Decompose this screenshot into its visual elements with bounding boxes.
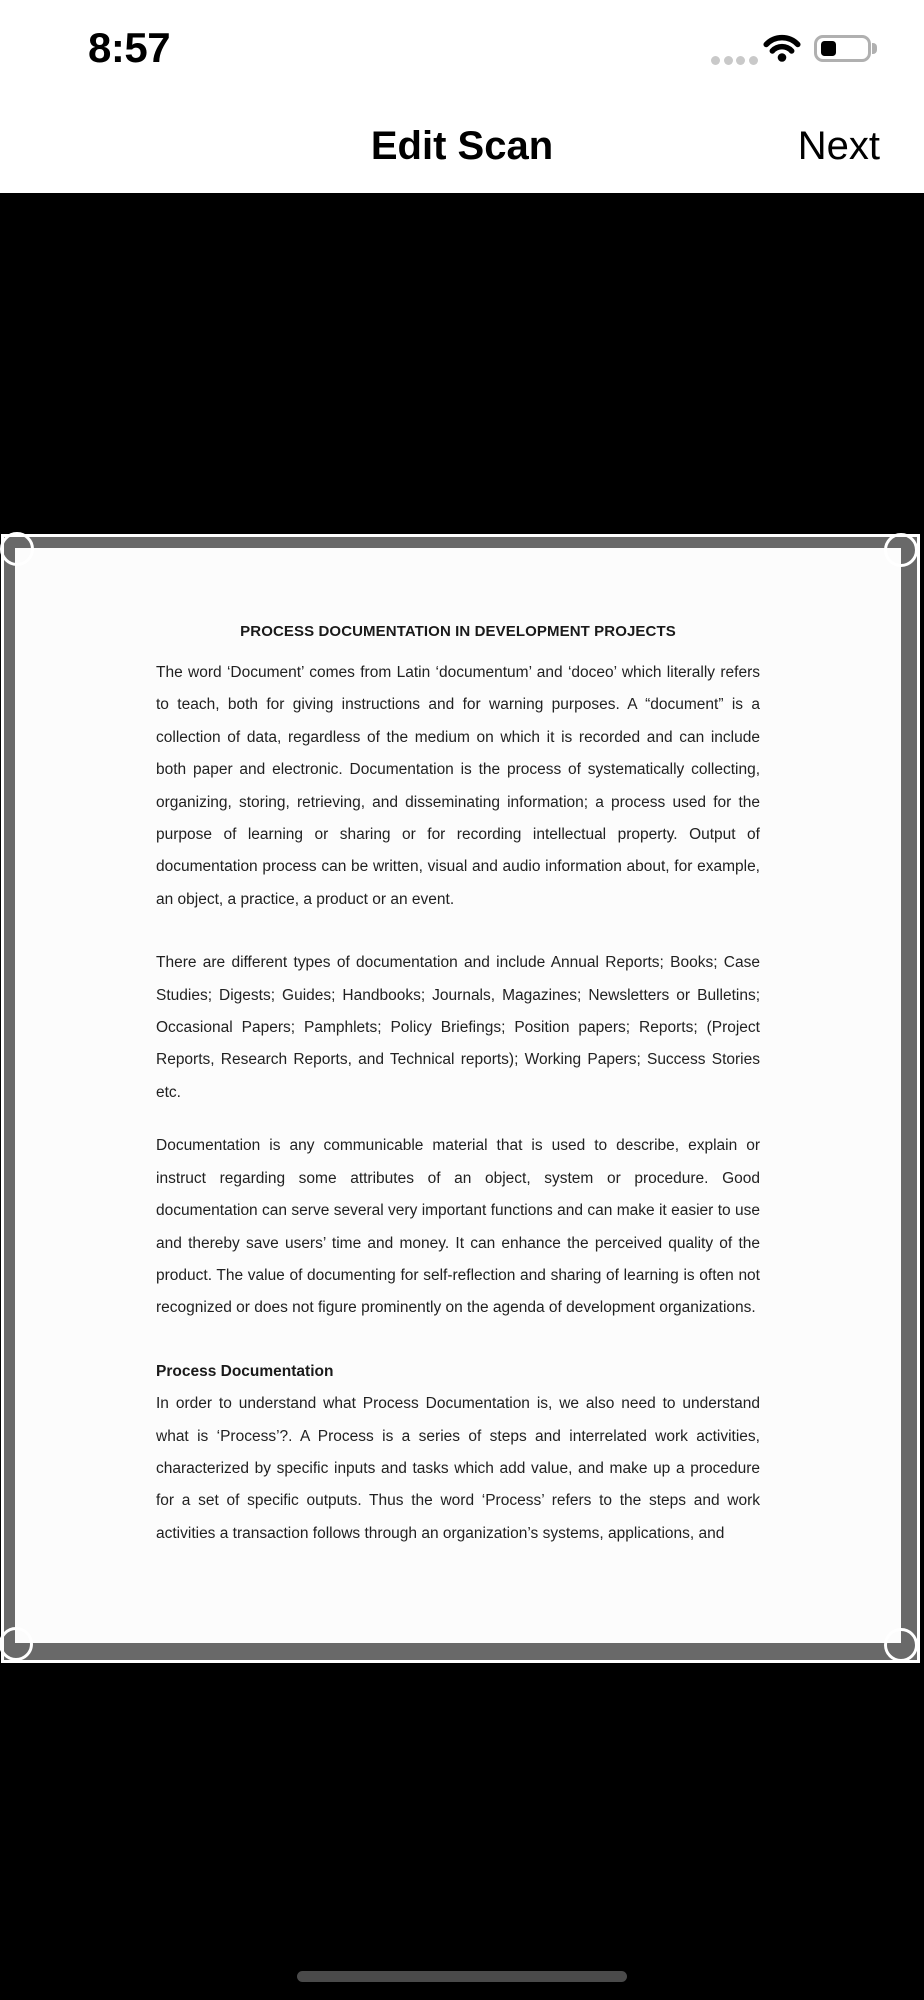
cellular-signal-icon bbox=[711, 56, 758, 65]
signal-dot bbox=[736, 56, 745, 65]
wifi-icon bbox=[763, 32, 801, 62]
status-time: 8:57 bbox=[88, 24, 171, 71]
page-title: Edit Scan bbox=[370, 124, 554, 168]
battery-body bbox=[814, 35, 871, 62]
header-bar bbox=[0, 0, 924, 193]
document-paragraph: There are different types of documentation and include Annual Reports; Books; Case Studies; Digests; Guides; Handbooks; Journals, Magazines; Newsletters or Bulletins; Occasional Papers; Pamphlets; Policy Briefings; Position papers; Reports; (Project Reports, Research Reports, and Technical reports); Working Papers; Success Stories etc. bbox=[156, 954, 760, 1101]
battery-nub bbox=[872, 43, 877, 54]
home-indicator[interactable] bbox=[297, 1971, 627, 1982]
document-title: PROCESS DOCUMENTATION IN DEVELOPMENT PROJECTS bbox=[240, 623, 676, 640]
crop-handle-top-right[interactable] bbox=[884, 533, 918, 567]
document-paragraph: The word ‘Document’ comes from Latin ‘documentum’ and ‘doceo’ which literally refers to teach, both for giving instructions and for warning purposes. A “document” is a collection of data, regardless of the medium on which it is recorded and can include both paper and electronic. Documentation is the process of systematically collecting, organizing, storing, retrieving, and disseminating information; a process used for the purpose of learning or sharing or for recording intellectual property. Output of documentation process can be written, visual and audio information about, for example, an object, a practice, a product or an event. bbox=[156, 664, 760, 908]
signal-dot bbox=[749, 56, 758, 65]
document-paragraph: Documentation is any communicable material that is used to describe, explain or instruct regarding some attributes of an object, system or procedure. Good documentation can serve several very important functions and can make it easier to use and thereby save users’ time and money. It can enhance the perceived quality of the product. The value of documenting for self-reflection and sharing of learning is often not recognized or does not figure prominently on the agenda of development organizations. bbox=[156, 1137, 760, 1317]
battery-fill bbox=[821, 41, 836, 56]
next-button[interactable]: Next bbox=[797, 124, 880, 168]
crop-handle-top-left[interactable] bbox=[0, 532, 34, 566]
crop-handle-bottom-left[interactable] bbox=[0, 1627, 33, 1661]
scanned-page bbox=[15, 548, 901, 1643]
crop-handle-bottom-right[interactable] bbox=[884, 1628, 918, 1662]
signal-dot bbox=[711, 56, 720, 65]
battery-icon bbox=[814, 35, 876, 62]
document-content bbox=[156, 548, 760, 1550]
document-paragraph: In order to understand what Process Documentation is, we also need to understand what is ‘Process’?. A Process is a series of steps and interrelated work activities, characterized by specific inputs and tasks which add value, and make up a procedure for a set of specific outputs. Thus the word ‘Process’ refers to the steps and work activities a transaction follows through an organization’s systems, applications, and bbox=[156, 1395, 760, 1542]
signal-dot bbox=[724, 56, 733, 65]
document-section-heading: Process Documentation bbox=[156, 1362, 334, 1380]
